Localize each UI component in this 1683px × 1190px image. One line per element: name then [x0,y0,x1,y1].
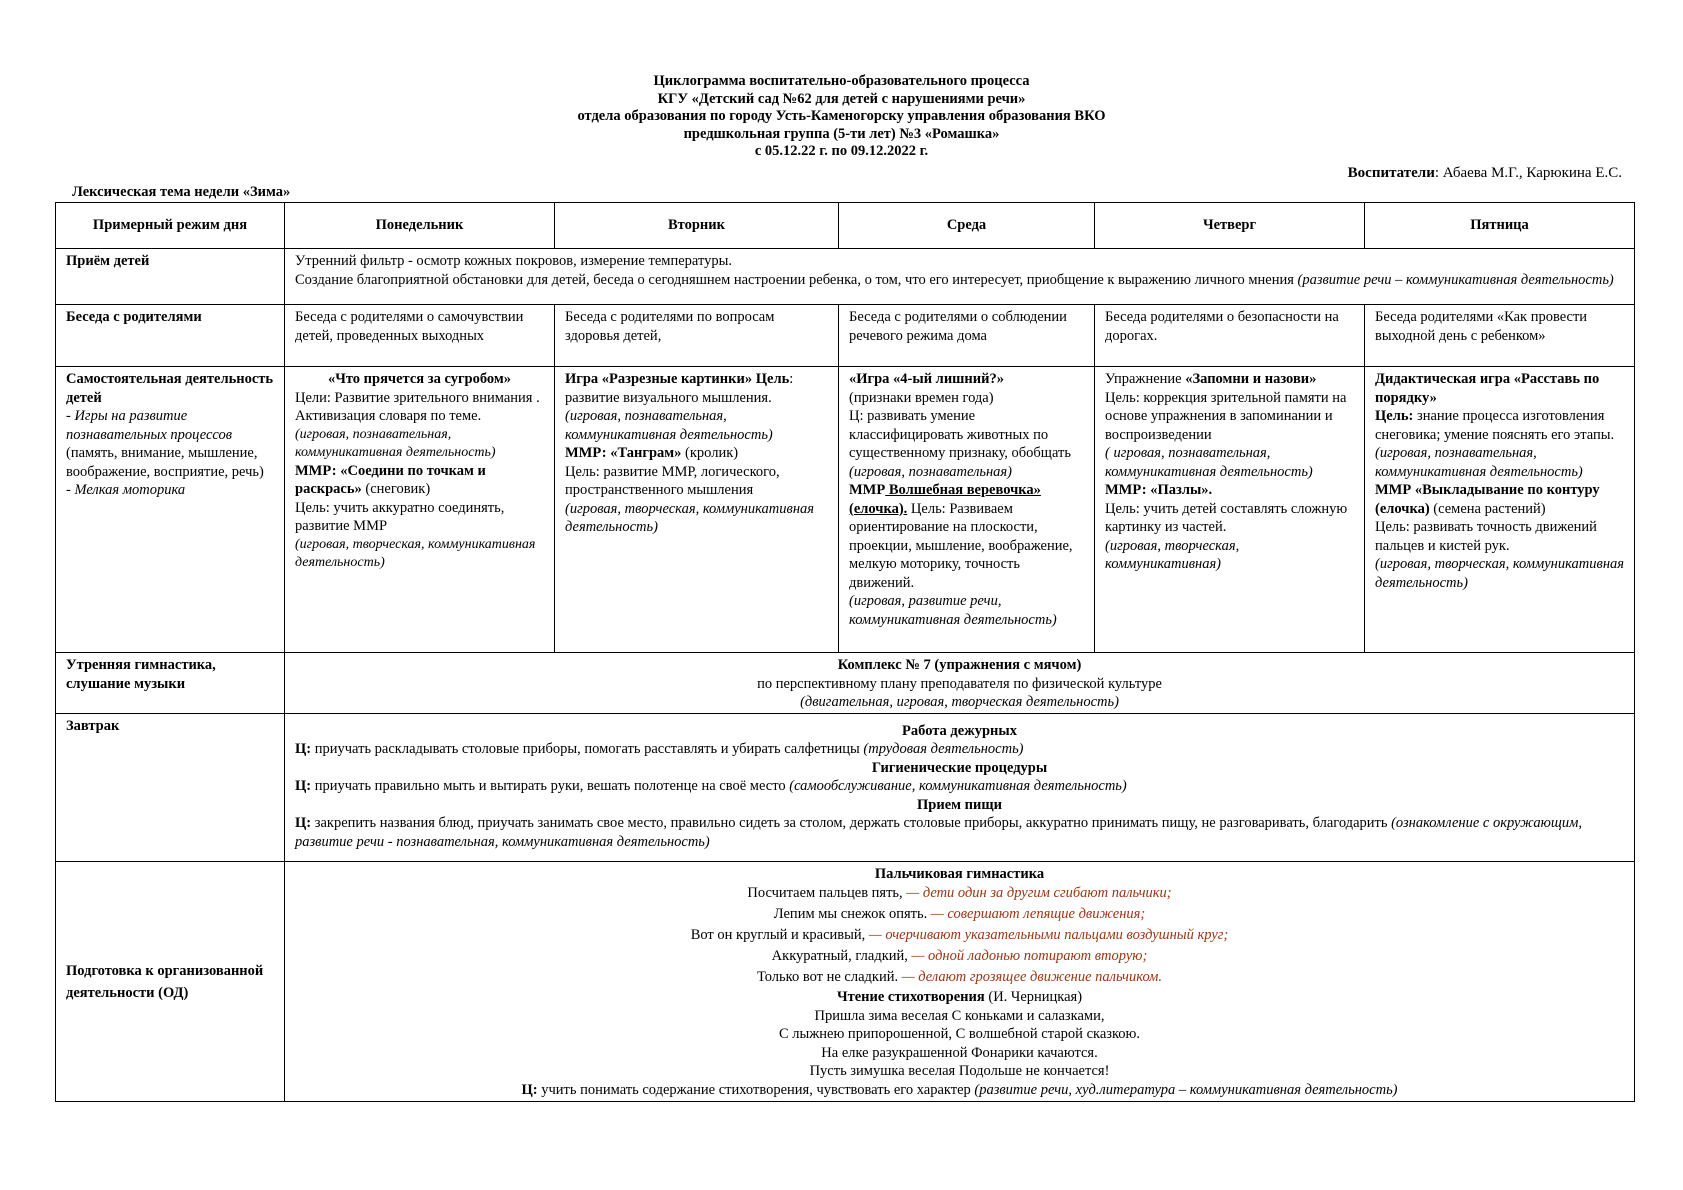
poem-line: С лыжнею припорошенной, С волшебной старой сказкою. [778,1026,1141,1042]
game-goal: Цель: развивать точность движений пальцев и кистей рук. [1375,519,1597,554]
row-label: Подготовка к организованной деятельности (ОД) [56,861,285,1101]
row-od [56,861,1635,1101]
game-goal: знание процесса изготовления снеговика; умение пояснять его этапы. [1375,408,1615,443]
activity-type: (игровая, развитие речи, коммуникативная деятельность) [849,593,1057,628]
poem-line: На елке разукрашенной Фонарики качаются. [821,1044,1098,1061]
mmr-title: ММР: «Танграм» [565,445,682,461]
independent-mon [285,367,555,653]
gym-cell [285,653,1635,714]
parents-fri: Беседа родителями «Как провести выходной день с ребенком» [1365,305,1635,367]
game-title: Дидактическая игра «Расставь по порядку» [1375,371,1600,406]
mmr-title: Волшебная веревочка» (елочка). [849,482,1041,517]
activity-type: (игровая, творческая, коммуникативная деятельность) [565,500,814,535]
activity-type: (развитие речи, худ.литература – коммуникативная деятельность) [974,1081,1398,1098]
breakfast-text: приучать правильно мыть и вытирать руки, вешать полотенце на своё место [311,778,790,794]
cyclogram-table [55,202,1635,1102]
row-label-sub: (память, внимание, мышление, воображение, восприятие, речь) [66,445,264,480]
parents-mon: Беседа с родителями о самочувствии детей, проведенных выходных [285,305,555,367]
game-goal: Цель: Развиваем ориентирование на плоскости, проекции, мышление, воображение, мелкую моторику, точность движений. [849,500,1073,591]
independent-wed [839,367,1095,653]
row-label-sub: - Мелкая моторика [66,482,186,498]
teachers-names: : Абаева М.Г., Карюкина Е.С. [1434,165,1622,181]
od-heading: Чтение стихотворения [836,989,985,1005]
mmr-title: ММР: «Соедини по точкам и раскрась» [295,462,486,497]
activity-type: ( игровая, познавательная, коммуникативная деятельность) [1105,445,1313,480]
row-parents [56,305,1635,367]
breakfast-heading: Гигиенические процедуры [871,759,1048,776]
row-reception [56,249,1635,305]
mmr-note: (кролик) [681,445,739,461]
breakfast-cell [285,713,1635,861]
row-independent [56,367,1635,653]
finger-note: — дети один за другим сгибают пальчики; [906,885,1172,901]
game-goal: Цель: учить аккуратно соединять, развитие ММР [295,499,505,534]
reception-line: Создание благоприятной обстановки для детей, беседа о сегодняшнем настроении ребенка, о том, что его интересует, приобщение к выражению личного мнения [295,271,1298,288]
parents-thu: Беседа родителями о безопасности на дорогах. [1095,305,1365,367]
teachers [1348,165,1622,182]
mmr-note: (снеговик) [361,481,431,497]
row-label [56,367,285,653]
finger-line [295,883,1624,904]
breakfast-text: закрепить названия блюд, приучать занимать свое место, правильно сидеть за столом, держать столовые приборы, аккуратно принимать пищу, не разговаривать, благодарить [311,815,1392,831]
game-sub: (признаки времен года) [849,389,994,406]
game-goal: Цель: коррекция зрительной памяти на основе упражнения в запоминании и воспроизведении [1105,389,1347,443]
breakfast-heading: Работа дежурных [902,722,1017,739]
goal-label: Ц: [295,741,312,757]
week-theme: Лексическая тема недели «Зима» [72,184,291,200]
row-label: Беседа с родителями [56,305,285,367]
poem-author: (И. Черницкая) [984,989,1083,1005]
independent-tue [555,367,839,653]
poem-line: Пришла зима веселая С коньками и салазками, [814,1007,1105,1024]
activity-type: (ознакомление с окружающим, развитие речи - познавательная, коммуникативная деятельность) [295,815,1582,850]
reception-cell [285,249,1635,305]
teachers-label: Воспитатели [1347,165,1435,181]
row-breakfast [56,713,1635,861]
game-title: «Игра «4-ый лишний?» [849,371,1004,387]
activity-type: (игровая, творческая, коммуникативная) [1105,537,1240,572]
game-goal: Цель: развитие ММР, логического, пространственного мышления [565,463,780,498]
activity-type: (развитие речи – коммуникативная деятельность) [1297,271,1614,288]
finger-line [295,925,1624,946]
header-day: Среда [839,203,1095,249]
finger-line [295,904,1624,925]
title-line: Циклограмма воспитательно-образовательного процесса [653,73,1030,89]
independent-fri [1365,367,1635,653]
header-day: Вторник [555,203,839,249]
finger-line [295,946,1624,967]
independent-thu [1095,367,1365,653]
finger-text: Посчитаем пальцев пять, [747,885,907,901]
finger-text: Только вот не сладкий. [756,969,902,985]
parents-tue: Беседа с родителями по вопросам здоровья детей, [555,305,839,367]
finger-text: Вот он круглый и красивый, [690,927,869,943]
activity-type: (игровая, познавательная) [849,463,1013,480]
row-label: Приём детей [56,249,285,305]
game-goal: Ц: развивать умение классифицировать животных по существенному признаку, обобщать [849,408,1071,461]
od-cell [285,861,1635,1101]
poem-line: Пусть зимушка веселая Подольше не кончается! [809,1063,1110,1079]
parents-wed: Беседа с родителями о соблюдении речевого режима дома [839,305,1095,367]
title-line: с 05.12.22 г. по 09.12.2022 г. [754,143,929,159]
header-day: Пятница [1365,203,1635,249]
activity-type: (самообслуживание, коммуникативная деятельность) [789,778,1127,794]
activity-type: (игровая, творческая, коммуникативная деятельность) [1375,556,1624,591]
gym-text: по перспективному плану преподавателя по физической культуре [757,675,1162,692]
row-label-title: Самостоятельная деятельность детей [66,371,274,406]
row-label-sub: - Игры на развитие познавательных процессов [66,408,233,443]
activity-type: (двигательная, игровая, творческая деятельность) [800,694,1119,710]
activity-type: (трудовая деятельность) [863,741,1024,757]
mmr-title: ММР: «Пазлы». [1105,482,1213,498]
finger-note: — очерчивают указательными пальцами воздушный круг; [868,927,1229,943]
breakfast-text: приучать раскладывать столовые приборы, помогать расставлять и убирать салфетницы [311,741,864,757]
title-line: КГУ «Детский сад №62 для детей с нарушениями речи» [657,90,1026,107]
activity-type: (игровая, познавательная, коммуникативная деятельность) [1375,445,1583,480]
reception-line: Утренний фильтр - осмотр кожных покровов, измерение температуры. [295,253,732,269]
title-line: отдела образования по городу Усть-Каменогорску управления образования ВКО [577,108,1106,124]
header-mode: Примерный режим дня [56,203,285,249]
title-line: предшкольная группа (5-ти лет) №3 «Ромашка» [683,125,1000,142]
game-title: Игра «Разрезные картинки» Цель [565,371,790,387]
row-label: Завтрак [56,713,285,861]
row-label: Утренняя гимнастика, слушание музыки [56,653,285,714]
header-day: Четверг [1095,203,1365,249]
od-goal: учить понимать содержание стихотворения, чувствовать его характер [537,1081,975,1098]
header-row [56,203,1635,249]
game-title: «Что прячется за сугробом» [327,371,512,387]
activity-type: (игровая, познавательная, коммуникативная деятельность) [295,426,496,460]
finger-note: — делают грозящее движение пальчиком. [901,969,1163,985]
finger-note: — совершают лепящие движения; [930,906,1146,922]
activity-type: (игровая, творческая, коммуникативная деятельность) [295,536,536,570]
breakfast-heading: Прием пищи [917,796,1002,813]
header-day: Понедельник [285,203,555,249]
game-goal: Цель: учить детей составлять сложную картинку из частей. [1105,500,1348,535]
goal-label: Ц: [521,1081,538,1098]
activity-type: (игровая, познавательная, коммуникативная деятельность) [565,408,773,443]
game-goal: Цели: Развитие зрительного внимания . Активизация словаря по теме. [295,389,540,424]
document-title [0,73,1683,161]
finger-line [295,967,1624,988]
mmr-note: (семена растений) [1429,500,1546,517]
mmr-label: ММР [849,482,886,498]
game-goal: : развитие визуального мышления. [565,371,794,406]
finger-note: — одной ладонью потирают вторую; [911,948,1148,964]
game-title-pre: Упражнение [1105,371,1186,387]
mmr-title: ММР «Выкладывание по контуру (елочка) [1375,482,1600,517]
od-heading: Пальчиковая гимнастика [874,865,1045,882]
goal-label: Цель: [1375,408,1414,424]
goal-label: Ц: [295,778,312,794]
game-title: «Запомни и назови» [1185,371,1317,387]
finger-text: Аккуратный, гладкий, [771,948,912,964]
finger-text: Лепим мы снежок опять. [773,906,931,922]
gym-title: Комплекс № 7 (упражнения с мячом) [837,657,1082,673]
row-gym [56,653,1635,714]
goal-label: Ц: [295,815,312,831]
